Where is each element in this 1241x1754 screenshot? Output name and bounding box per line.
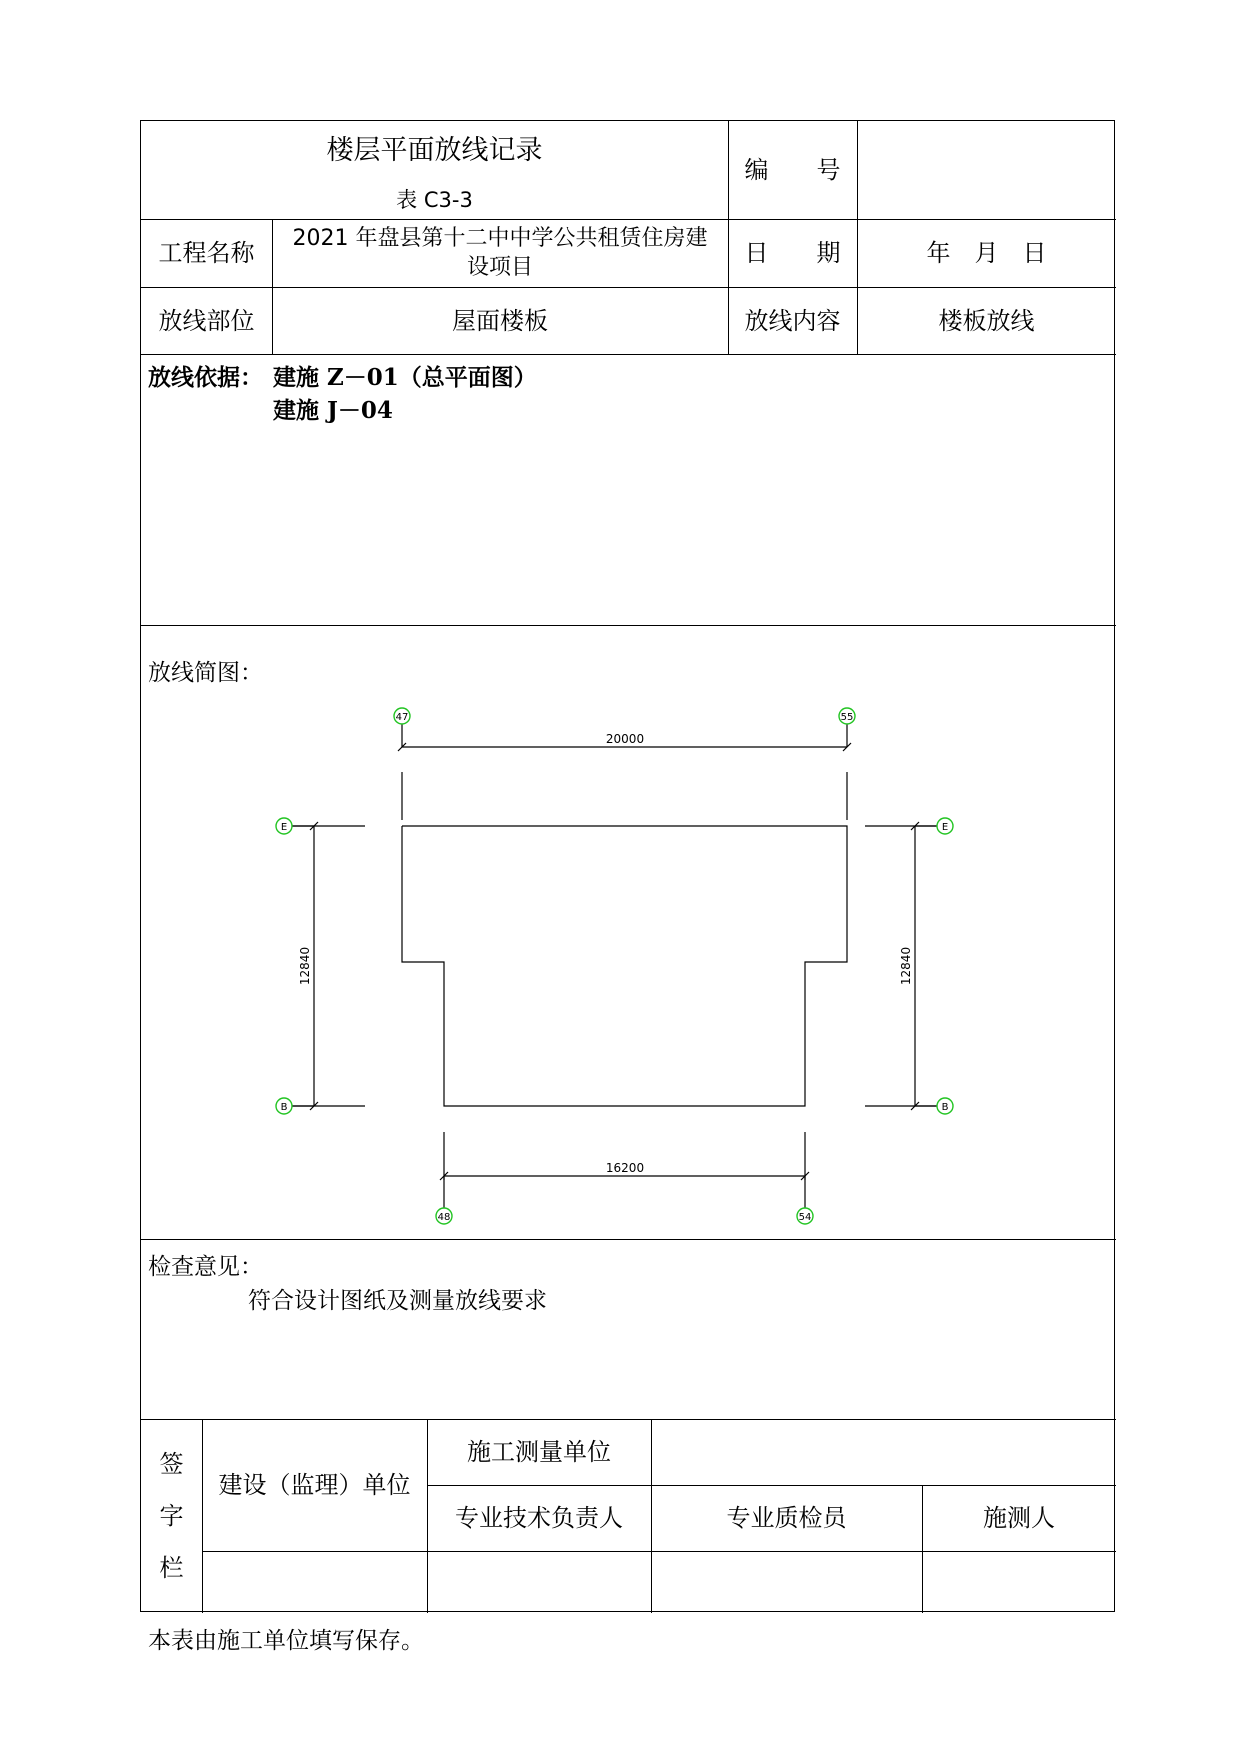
- surveyor-label: 施测人: [983, 1504, 1055, 1532]
- date-value[interactable]: 年 月 日: [926, 239, 1047, 267]
- date-label: 日 期: [744, 239, 841, 267]
- dim-text-bottom: 16200: [605, 1161, 645, 1175]
- slab-outline: [402, 826, 847, 1106]
- table-number: 表 C3-3: [396, 188, 473, 212]
- basis-label: 放线依据：: [148, 364, 263, 391]
- layout-content-value: 楼板放线: [938, 306, 1035, 335]
- tech-lead-label: 专业技术负责人: [455, 1504, 623, 1532]
- dim-text-left: 12840: [298, 946, 312, 986]
- form-title: 楼层平面放线记录: [326, 135, 543, 166]
- footer-note: 本表由施工单位填写保存。: [148, 1628, 424, 1654]
- axis-label-55: 55: [840, 712, 854, 723]
- survey-unit-value-field[interactable]: [651, 1419, 1116, 1485]
- axis-label-e-left: E: [280, 822, 288, 833]
- tech-lead-signature-field[interactable]: [427, 1551, 651, 1613]
- axis-label-e-right: E: [941, 822, 949, 833]
- layout-sketch-drawing: [141, 626, 1114, 1238]
- signature-char-2: 字: [159, 1502, 184, 1530]
- layout-content-label: 放线内容: [744, 306, 841, 335]
- layout-part-label: 放线部位: [158, 306, 255, 335]
- basis-line-1: 建施 Z－01（总平面图）: [273, 364, 537, 391]
- sketch-label: 放线简图：: [148, 660, 263, 686]
- basis-line-2: 建施 J－04: [273, 397, 393, 424]
- signature-section-label: [141, 1419, 202, 1613]
- inspection-text: 符合设计图纸及测量放线要求: [248, 1288, 547, 1314]
- dim-text-top: 20000: [605, 732, 645, 746]
- axis-label-48: 48: [437, 1212, 451, 1223]
- inspection-label: 检查意见：: [148, 1254, 263, 1280]
- owner-signature-field[interactable]: [202, 1551, 427, 1613]
- layout-part-value: 屋面楼板: [452, 306, 548, 335]
- project-name-label: 工程名称: [158, 239, 255, 267]
- dim-text-right: 12840: [899, 946, 913, 986]
- axis-label-b-right: B: [941, 1102, 949, 1113]
- axis-label-b-left: B: [280, 1102, 288, 1113]
- serial-label: 编 号: [744, 156, 841, 184]
- qc-signature-field[interactable]: [651, 1551, 922, 1613]
- layout-record-form: [140, 120, 1115, 1612]
- surveyor-signature-field[interactable]: [922, 1551, 1116, 1613]
- owner-unit-label: 建设（监理）单位: [218, 1471, 411, 1499]
- project-name-value: 2021 年盘县第十二中中学公共租赁住房建设项目: [292, 226, 708, 280]
- signature-char-1: 签: [159, 1450, 184, 1478]
- axis-label-54: 54: [798, 1212, 812, 1223]
- serial-value-field[interactable]: [857, 121, 1116, 219]
- qc-inspector-label: 专业质检员: [726, 1504, 847, 1532]
- survey-unit-label: 施工测量单位: [467, 1438, 611, 1466]
- axis-label-47: 47: [395, 712, 409, 723]
- signature-char-3: 栏: [159, 1554, 184, 1582]
